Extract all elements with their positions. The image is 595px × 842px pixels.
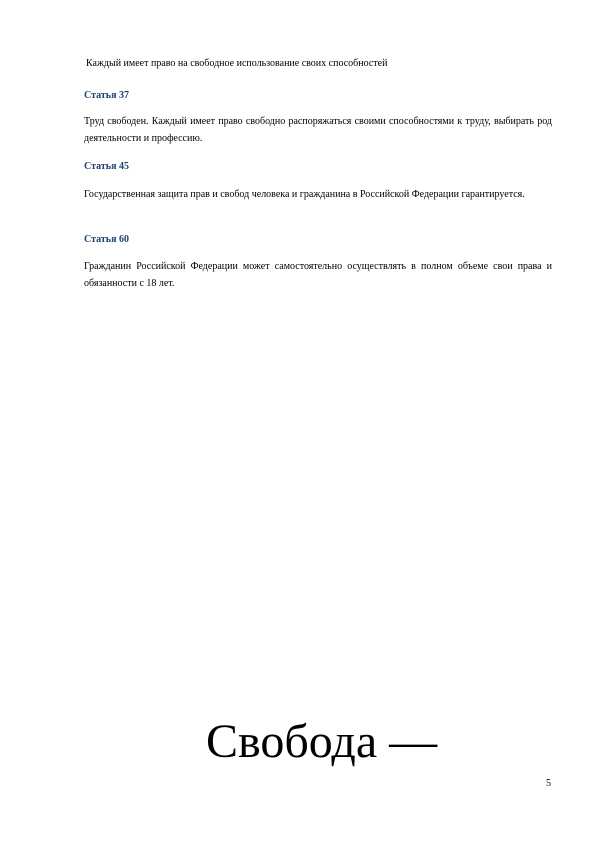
article-37-heading: Статья 37 (84, 90, 129, 101)
page-number: 5 (546, 778, 551, 789)
intro-line: Каждый имеет право на свободное использование своих способностей (86, 58, 388, 69)
article-60-heading: Статья 60 (84, 234, 129, 245)
large-heading-svoboda: Свобода — (206, 715, 438, 768)
article-60-text: Гражданин Российской Федерации может самостоятельно осуществлять в полном объеме свои права и обязанности с 18 лет. (84, 261, 552, 289)
article-37-text: Труд свободен. Каждый имеет право свободно распоряжаться своими способностями к труду, выбирать род деятельности и профессию. (84, 116, 552, 144)
article-45-heading: Статья 45 (84, 161, 129, 172)
article-45-text: Государственная защита прав и свобод человека и гражданина в Российской Федерации гарантируется. (84, 189, 525, 200)
